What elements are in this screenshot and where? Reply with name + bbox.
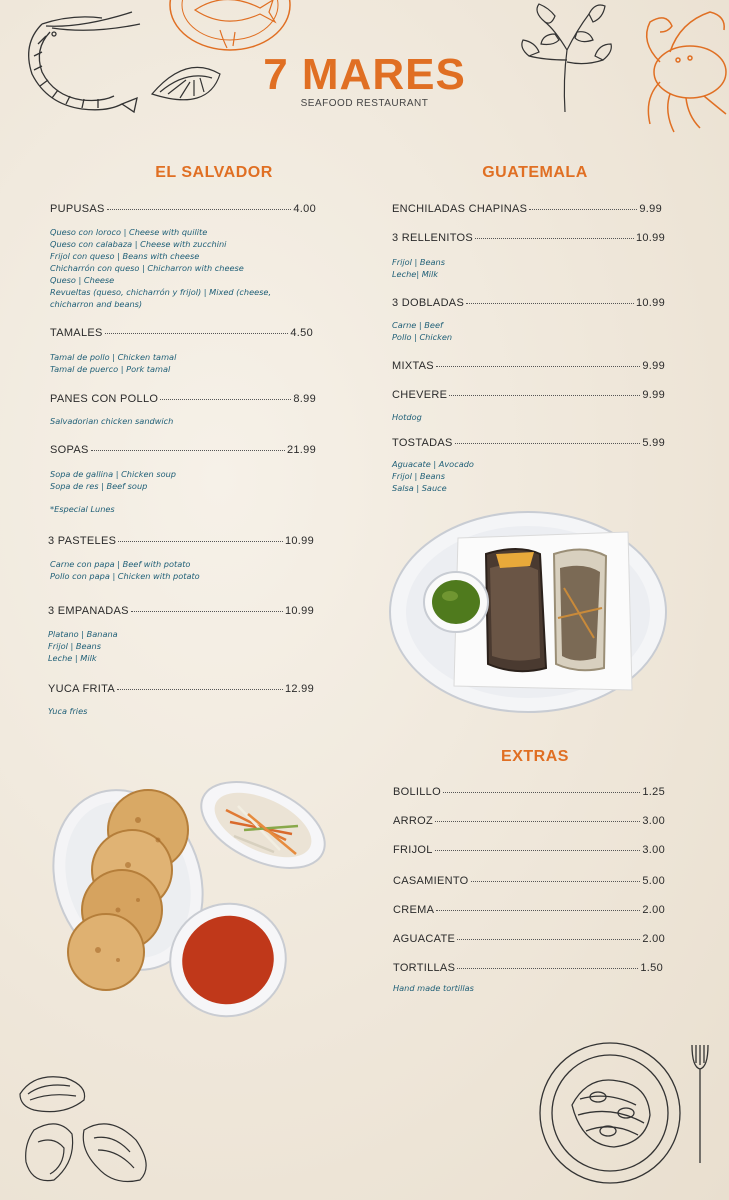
menu-item-crema bbox=[393, 904, 665, 916]
pasta-plate-illustration bbox=[538, 1035, 728, 1195]
item-price: 5.00 bbox=[642, 875, 665, 887]
menu-item-chevere bbox=[392, 389, 665, 401]
desc-line: Chicharrón con queso | Chicharron with cheese bbox=[50, 263, 244, 273]
section-title-guatemala: GUATEMALA bbox=[482, 164, 588, 181]
item-name: ENCHILADAS CHAPINAS bbox=[392, 203, 528, 215]
desc-line: Revueltas (queso, chicharrón y frijol) | Mixed (cheese, bbox=[50, 287, 272, 297]
item-description-3-dobladas bbox=[392, 319, 452, 343]
item-price: 8.99 bbox=[293, 393, 316, 405]
desc-line: Yuca fries bbox=[48, 706, 88, 716]
item-price: 10.99 bbox=[635, 232, 665, 244]
restaurant-subtitle: SEAFOOD RESTAURANT bbox=[300, 98, 429, 109]
item-price: 2.00 bbox=[642, 904, 665, 916]
menu-item-aguacate bbox=[393, 933, 665, 945]
section-title-extras: EXTRAS bbox=[501, 748, 569, 765]
menu-item-bolillo bbox=[393, 786, 665, 798]
desc-line: chicharron and beans) bbox=[50, 299, 143, 309]
item-price: 4.00 bbox=[293, 203, 316, 215]
item-name: CREMA bbox=[393, 904, 435, 916]
item-price: 12.99 bbox=[284, 683, 314, 695]
item-price: 10.99 bbox=[635, 297, 665, 309]
desc-line: Frijol | Beans bbox=[392, 257, 445, 267]
desc-line: Platano | Banana bbox=[48, 629, 118, 639]
desc-line: Leche| Milk bbox=[392, 269, 439, 279]
menu-item-tostadas bbox=[392, 437, 665, 449]
item-description-tostadas bbox=[392, 458, 474, 494]
item-price: 9.99 bbox=[642, 360, 665, 372]
item-price: 21.99 bbox=[286, 444, 316, 456]
section-title-el-salvador: EL SALVADOR bbox=[155, 164, 273, 181]
desc-line: Frijol con queso | Beans with cheese bbox=[50, 251, 200, 261]
item-name: TOSTADAS bbox=[392, 437, 453, 449]
desc-line: Hotdog bbox=[392, 412, 422, 422]
menu-item-pupusas bbox=[50, 203, 316, 215]
item-name: SOPAS bbox=[50, 444, 89, 456]
menu-item-3-rellenitos bbox=[392, 232, 665, 244]
menu-item-3-dobladas bbox=[392, 297, 665, 309]
restaurant-title: 7 MARES bbox=[263, 50, 466, 99]
menu-item-yuca-frita bbox=[48, 683, 314, 695]
item-price: 1.50 bbox=[640, 962, 663, 974]
item-name: TAMALES bbox=[50, 327, 103, 339]
menu-item-mixtas bbox=[392, 360, 665, 372]
menu-item-tamales bbox=[50, 327, 313, 339]
item-price: 9.99 bbox=[639, 203, 662, 215]
item-name: MIXTAS bbox=[392, 360, 434, 372]
item-price: 10.99 bbox=[284, 605, 314, 617]
menu-item-sopas bbox=[50, 444, 316, 456]
oysters-illustration bbox=[14, 1070, 154, 1198]
item-description-tamales bbox=[50, 351, 176, 375]
menu-item-tortillas bbox=[393, 962, 663, 974]
item-description-chevere bbox=[392, 411, 422, 423]
item-name: AGUACATE bbox=[393, 933, 456, 945]
fish-plate-illustration bbox=[165, 0, 295, 55]
desc-line: Sopa de gallina | Chicken soup bbox=[50, 469, 176, 479]
desc-line: Carne | Beef bbox=[392, 320, 443, 330]
menu-item-3-pasteles bbox=[48, 535, 314, 547]
menu-item-casamiento bbox=[393, 875, 665, 887]
desc-line: Pollo con papa | Chicken with potato bbox=[50, 571, 200, 581]
item-price: 3.00 bbox=[642, 844, 665, 856]
item-price: 10.99 bbox=[284, 535, 314, 547]
desc-line: Aguacate | Avocado bbox=[392, 459, 474, 469]
item-price: 5.99 bbox=[642, 437, 665, 449]
item-name: FRIJOL bbox=[393, 844, 433, 856]
item-name: BOLILLO bbox=[393, 786, 441, 798]
item-name: 3 PASTELES bbox=[48, 535, 117, 547]
desc-line: Frijol | Beans bbox=[392, 471, 445, 481]
desc-line: Hand made tortillas bbox=[393, 983, 474, 993]
item-price: 2.00 bbox=[642, 933, 665, 945]
item-name: 3 RELLENITOS bbox=[392, 232, 474, 244]
desc-line: Tamal de pollo | Chicken tamal bbox=[50, 352, 177, 362]
desc-line: Sopa de res | Beef soup bbox=[50, 481, 148, 491]
menu-item-frijol bbox=[393, 844, 665, 856]
item-description-tortillas bbox=[393, 982, 474, 994]
desc-line: Carne con papa | Beef with potato bbox=[50, 559, 191, 569]
item-price: 1.25 bbox=[642, 786, 665, 798]
desc-line: Queso | Cheese bbox=[50, 275, 115, 285]
guatemala-dish-photo bbox=[388, 508, 670, 723]
item-name: CHEVERE bbox=[392, 389, 448, 401]
pupusas-photo bbox=[48, 770, 338, 1025]
item-description-3-empanadas bbox=[48, 628, 118, 664]
menu-item-3-empanadas bbox=[48, 605, 314, 617]
menu-item-panes-con-pollo bbox=[50, 393, 316, 405]
item-description-3-rellenitos bbox=[392, 256, 445, 280]
menu-item-enchiladas-chapinas bbox=[392, 203, 662, 215]
item-name: CASAMIENTO bbox=[393, 875, 469, 887]
item-description-yuca-frita bbox=[48, 705, 87, 717]
item-name: 3 EMPANADAS bbox=[48, 605, 129, 617]
item-price: 3.00 bbox=[642, 815, 665, 827]
item-name: PUPUSAS bbox=[50, 203, 105, 215]
item-name: PANES CON POLLO bbox=[50, 393, 159, 405]
item-description-pupusas bbox=[50, 226, 271, 310]
item-price: 9.99 bbox=[642, 389, 665, 401]
item-description-3-pasteles bbox=[50, 558, 200, 582]
desc-line: Queso con calabaza | Cheese with zucchini bbox=[50, 239, 227, 249]
desc-line: Pollo | Chicken bbox=[392, 332, 453, 342]
item-description-panes-con-pollo bbox=[50, 415, 173, 427]
desc-line: Queso con loroco | Cheese with quilite bbox=[50, 227, 208, 237]
desc-line: Tamal de puerco | Pork tamal bbox=[50, 364, 171, 374]
desc-line: Salsa | Sauce bbox=[392, 483, 447, 493]
desc-line: Leche | Milk bbox=[48, 653, 97, 663]
item-name: ARROZ bbox=[393, 815, 433, 827]
desc-line: Salvadorian chicken sandwich bbox=[50, 416, 174, 426]
item-name: YUCA FRITA bbox=[48, 683, 115, 695]
item-price: 4.50 bbox=[290, 327, 313, 339]
item-note-sopas: *Especial Lunes bbox=[50, 504, 115, 514]
desc-line: Frijol | Beans bbox=[48, 641, 101, 651]
item-name: TORTILLAS bbox=[393, 962, 456, 974]
menu-item-arroz bbox=[393, 815, 665, 827]
item-name: 3 DOBLADAS bbox=[392, 297, 465, 309]
item-description-sopas bbox=[50, 468, 176, 492]
